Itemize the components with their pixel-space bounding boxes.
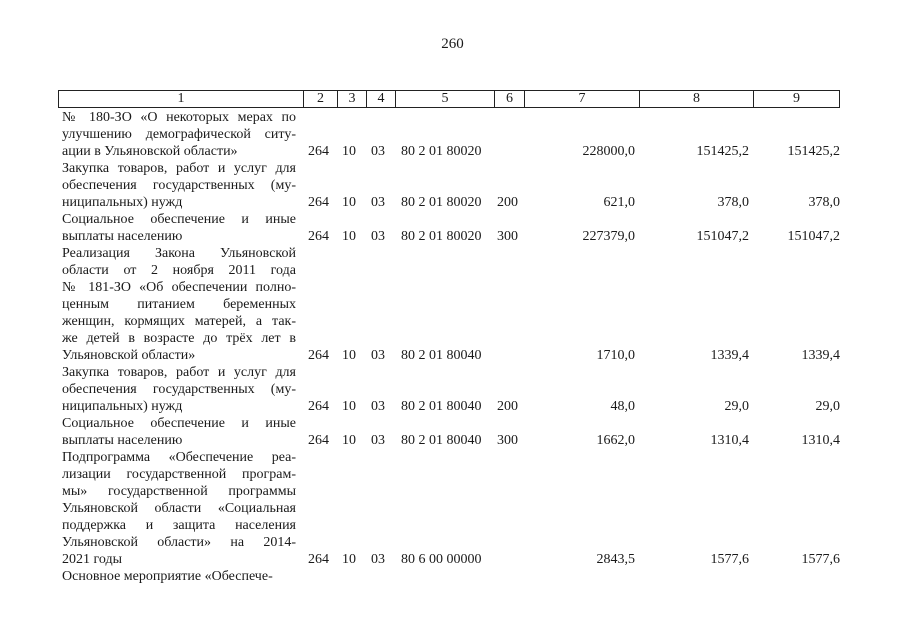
row-description-line: Ульяновской области «Социальная — [62, 501, 296, 516]
header-col-3: 3 — [338, 91, 367, 107]
table-row — [0, 160, 905, 211]
cell-col-4: 03 — [371, 399, 385, 414]
header-col-5: 5 — [396, 91, 495, 107]
row-description-line: Закупка товаров, работ и услуг для — [62, 365, 296, 380]
cell-col-7: 1662,0 — [596, 433, 635, 448]
cell-col-9: 1339,4 — [801, 348, 840, 363]
cell-col-9: 378,0 — [808, 195, 840, 210]
cell-col-6: 300 — [497, 229, 518, 244]
cell-col-5: 80 6 00 00000 — [401, 552, 482, 567]
cell-col-8: 1310,4 — [710, 433, 749, 448]
cell-col-5: 80 2 01 80020 — [401, 195, 482, 210]
cell-col-2: 264 — [308, 433, 329, 448]
cell-col-2: 264 — [308, 195, 329, 210]
header-col-1: 1 — [59, 91, 304, 107]
cell-col-8: 1577,6 — [710, 552, 749, 567]
table-row — [0, 449, 905, 568]
cell-col-2: 264 — [308, 229, 329, 244]
row-description-line: Реализация Закона Ульяновской — [62, 246, 296, 261]
row-description-line: же детей в возрасте до трёх лет в — [62, 331, 296, 346]
cell-col-3: 10 — [342, 229, 356, 244]
cell-col-6: 200 — [497, 399, 518, 414]
row-description-line: Закупка товаров, работ и услуг для — [62, 161, 296, 176]
cell-col-9: 29,0 — [815, 399, 840, 414]
cell-col-2: 264 — [308, 399, 329, 414]
table-row — [0, 415, 905, 449]
page-number: 260 — [441, 36, 464, 52]
header-col-9: 9 — [793, 91, 800, 106]
cell-col-8: 378,0 — [717, 195, 749, 210]
cell-col-9: 1310,4 — [801, 433, 840, 448]
header-col-8: 8 — [640, 91, 754, 107]
row-description-line: поддержка и защита населения — [62, 518, 296, 533]
row-description-line: ниципальных) нужд — [62, 399, 183, 414]
row-description-line: ценным питанием беременных — [62, 297, 296, 312]
row-description-line: выплаты населению — [62, 433, 183, 448]
cell-col-5: 80 2 01 80020 — [401, 144, 482, 159]
cell-col-6: 300 — [497, 433, 518, 448]
row-description-line: женщин, кормящих матерей, а так- — [62, 314, 296, 329]
cell-col-4: 03 — [371, 195, 385, 210]
cell-col-8: 151047,2 — [696, 229, 749, 244]
cell-col-3: 10 — [342, 195, 356, 210]
table-row — [0, 364, 905, 415]
cell-col-9: 151425,2 — [787, 144, 840, 159]
cell-col-7: 48,0 — [610, 399, 635, 414]
row-description-line: мы» государственной программы — [62, 484, 296, 499]
cell-col-3: 10 — [342, 144, 356, 159]
cell-col-3: 10 — [342, 348, 356, 363]
cell-col-4: 03 — [371, 433, 385, 448]
header-col-2: 2 — [304, 91, 338, 107]
row-description-line: области от 2 ноября 2011 года — [62, 263, 296, 278]
cell-col-8: 1339,4 — [710, 348, 749, 363]
cell-col-2: 264 — [308, 144, 329, 159]
cell-col-4: 03 — [371, 552, 385, 567]
cell-col-9: 151047,2 — [787, 229, 840, 244]
cell-col-5: 80 2 01 80040 — [401, 399, 482, 414]
cell-col-6: 200 — [497, 195, 518, 210]
header-col-4: 4 — [367, 91, 396, 107]
row-description-line: лизации государственной програм- — [62, 467, 296, 482]
row-description-line: Ульяновской области» на 2014- — [62, 535, 296, 550]
cell-col-7: 1710,0 — [596, 348, 635, 363]
table-row — [0, 245, 905, 364]
row-description-line: Социальное обеспечение и иные — [62, 212, 296, 227]
table-row — [0, 568, 905, 585]
row-description-line: Ульяновской области» — [62, 348, 196, 363]
cell-col-5: 80 2 01 80020 — [401, 229, 482, 244]
row-description-line: Подпрограмма «Обеспечение реа- — [62, 450, 296, 465]
cell-col-8: 29,0 — [724, 399, 749, 414]
cell-col-4: 03 — [371, 144, 385, 159]
row-description-line: обеспечения государственных (му- — [62, 178, 296, 193]
row-description-line: выплаты населению — [62, 229, 183, 244]
cell-col-3: 10 — [342, 552, 356, 567]
table-header — [58, 90, 840, 108]
row-description-line: ниципальных) нужд — [62, 195, 183, 210]
table-row — [0, 211, 905, 245]
row-description-line: Основное мероприятие «Обеспече- — [62, 569, 273, 584]
row-description-line: № 181-ЗО «Об обеспечении полно- — [62, 280, 296, 295]
row-description-line: обеспечения государственных (му- — [62, 382, 296, 397]
cell-col-7: 227379,0 — [582, 229, 635, 244]
header-col-7: 7 — [525, 91, 640, 107]
cell-col-4: 03 — [371, 348, 385, 363]
cell-col-5: 80 2 01 80040 — [401, 433, 482, 448]
row-description-line: 2021 годы — [62, 552, 123, 567]
cell-col-9: 1577,6 — [801, 552, 840, 567]
cell-col-7: 621,0 — [603, 195, 635, 210]
row-description-line: Социальное обеспечение и иные — [62, 416, 296, 431]
cell-col-4: 03 — [371, 229, 385, 244]
row-description-line: № 180-ЗО «О некоторых мерах по — [62, 110, 296, 125]
cell-col-5: 80 2 01 80040 — [401, 348, 482, 363]
cell-col-7: 228000,0 — [582, 144, 635, 159]
cell-col-2: 264 — [308, 348, 329, 363]
table-row — [0, 109, 905, 160]
cell-col-2: 264 — [308, 552, 329, 567]
cell-col-3: 10 — [342, 433, 356, 448]
cell-col-7: 2843,5 — [596, 552, 635, 567]
row-description-line: ации в Ульяновской области» — [62, 144, 238, 159]
header-col-6: 6 — [495, 91, 525, 107]
row-description-line: улучшению демографической ситу- — [62, 127, 296, 142]
cell-col-8: 151425,2 — [696, 144, 749, 159]
cell-col-3: 10 — [342, 399, 356, 414]
